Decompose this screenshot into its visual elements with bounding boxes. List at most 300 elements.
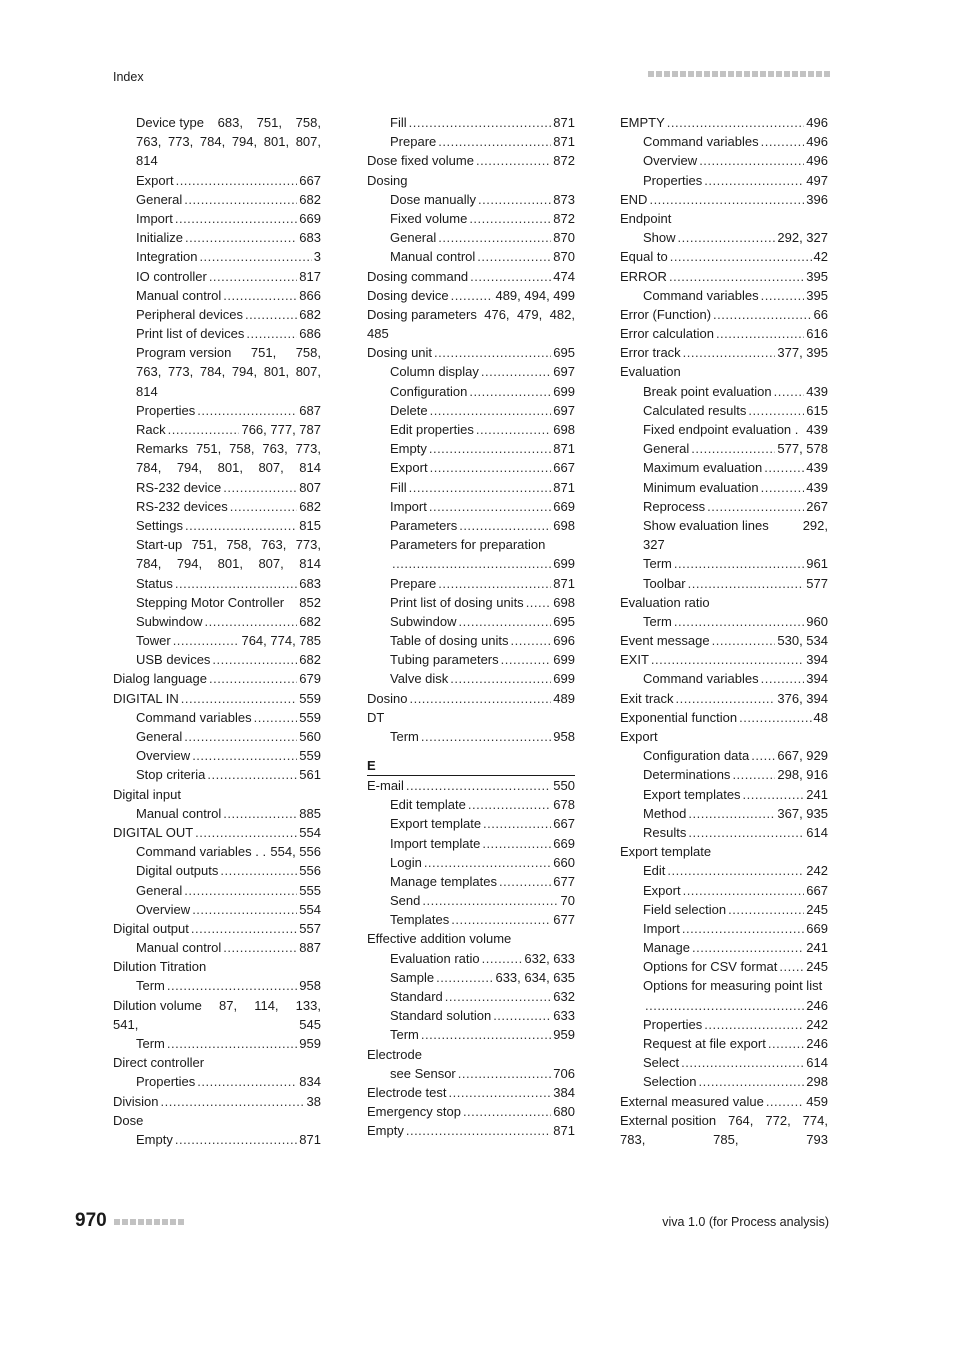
dot-leader <box>481 362 551 381</box>
index-entry-line <box>113 343 321 362</box>
index-entry <box>620 554 828 573</box>
index-entry <box>367 1102 575 1121</box>
index-entry-label: General <box>136 729 183 744</box>
index-page-ref: 679 <box>299 671 321 687</box>
index-page-ref: 698 <box>553 422 575 437</box>
index-page-ref: 554, 556 <box>270 844 321 860</box>
dot-leader <box>667 861 804 880</box>
index-entry <box>113 247 321 266</box>
dot-leader <box>199 247 311 266</box>
index-entry-word: 751, <box>191 537 217 553</box>
index-heading <box>620 209 828 228</box>
index-entry-word: 783, <box>620 1131 646 1147</box>
index-page-ref: 241 <box>806 786 828 802</box>
index-entry-word: 793 <box>806 1131 828 1147</box>
index-entry-label: Exit track <box>620 690 674 706</box>
index-entry-word: 763, <box>136 364 162 380</box>
index-page-ref: 871 <box>553 441 575 457</box>
index-entry-label: Table of dosing units <box>390 633 509 649</box>
index-entry-label: Prepare <box>390 575 437 591</box>
dot-leader <box>173 631 240 650</box>
index-heading <box>620 842 828 861</box>
index-entry <box>620 689 828 708</box>
index-page-ref: 695 <box>553 345 575 361</box>
index-entry-label: Empty <box>390 441 427 457</box>
index-page-ref: 764, 774, 785 <box>241 633 321 649</box>
index-page-ref: 697 <box>553 364 575 380</box>
index-entry <box>620 113 828 132</box>
index-entry-label: IO controller <box>136 268 207 284</box>
index-entry <box>367 776 575 795</box>
dot-leader <box>438 228 551 247</box>
index-entry <box>620 612 828 631</box>
dot-leader <box>728 900 804 919</box>
index-page-ref: 706 <box>553 1065 575 1081</box>
index-entry <box>113 324 321 343</box>
index-entry-word: 774, <box>802 1112 828 1128</box>
dot-leader <box>421 1025 551 1044</box>
index-entry <box>367 439 575 458</box>
index-page-ref: 667 <box>806 882 828 898</box>
index-entry <box>620 785 828 804</box>
dot-leader <box>409 478 552 497</box>
index-page-ref: 667, 929 <box>777 748 828 764</box>
index-entry <box>367 689 575 708</box>
index-entry <box>367 968 575 987</box>
index-entry-label: Division <box>113 1093 159 1109</box>
index-entry-label: Effective addition volume <box>367 931 512 947</box>
index-entry-line <box>113 535 321 554</box>
decor-square <box>648 71 654 77</box>
index-entry-label: Error track <box>620 345 681 361</box>
index-entry <box>620 631 828 650</box>
dot-leader <box>205 612 298 631</box>
index-page-ref: 496 <box>806 134 828 150</box>
index-entry-label: Break point evaluation <box>643 383 772 399</box>
dot-leader <box>421 727 551 746</box>
index-entry <box>620 190 828 209</box>
dot-leader <box>499 872 551 891</box>
dot-leader <box>674 612 804 631</box>
index-entry-label: Dose <box>113 1112 144 1128</box>
index-entry-label: Term <box>643 556 672 572</box>
index-entry-label: General <box>136 882 183 898</box>
decor-square <box>728 71 734 77</box>
dot-leader <box>482 834 551 853</box>
index-page-ref: 677 <box>553 912 575 928</box>
index-page-ref: 559 <box>299 748 321 764</box>
index-page-ref: 245 <box>806 959 828 975</box>
index-entry-word: 794, <box>176 556 203 572</box>
index-page-ref: 555 <box>299 882 321 898</box>
index-page-ref: 556 <box>299 863 321 879</box>
index-heading <box>620 362 828 381</box>
index-entry <box>620 458 828 477</box>
index-entry-word: 784, <box>136 460 162 476</box>
dot-leader <box>209 669 297 688</box>
dot-leader <box>683 343 776 362</box>
index-entry <box>620 171 828 190</box>
index-page-ref: 632 <box>553 989 575 1005</box>
dot-leader <box>774 382 805 401</box>
index-page-ref: 669 <box>806 920 828 936</box>
dot-leader <box>192 900 297 919</box>
index-entry-word: 814 <box>136 383 158 399</box>
index-entry-label: Command variables . . <box>136 844 267 860</box>
dot-leader <box>223 938 297 957</box>
dot-leader <box>681 1053 804 1072</box>
index-entry-label: Empty <box>136 1131 173 1147</box>
index-heading <box>113 1111 321 1130</box>
index-entry-word: 794, <box>231 364 258 380</box>
index-page-ref: 367, 935 <box>777 805 828 821</box>
decor-square <box>784 71 790 77</box>
index-entry-label: Templates <box>390 912 450 928</box>
index-entry-label: Manual control <box>136 805 222 821</box>
dot-leader <box>761 669 805 688</box>
index-page-ref: 559 <box>299 690 321 706</box>
index-entry-line <box>113 1015 321 1034</box>
decor-square <box>808 71 814 77</box>
index-page-ref: 870 <box>553 249 575 265</box>
index-entry-label: Export <box>390 460 428 476</box>
index-entry <box>367 1006 575 1025</box>
index-entry-word: 485 <box>367 326 389 342</box>
dot-leader <box>669 267 804 286</box>
dot-leader <box>168 420 240 439</box>
index-entry <box>367 286 575 305</box>
decor-square <box>752 71 758 77</box>
index-entry-label: EXIT <box>620 652 649 668</box>
index-entry-word: 758, <box>226 537 252 553</box>
index-entry-label: RS-232 devices <box>136 498 228 514</box>
index-page-ref: 682 <box>299 306 321 322</box>
index-page-ref: 557 <box>299 920 321 936</box>
index-entry-label: Method <box>643 805 687 821</box>
index-entry <box>620 1092 828 1111</box>
index-page-ref: 614 <box>806 1055 828 1071</box>
index-page-ref: 242 <box>806 863 828 879</box>
dot-leader <box>207 765 297 784</box>
dot-leader <box>761 478 805 497</box>
dot-leader <box>246 324 297 343</box>
index-page-ref: 395 <box>806 287 828 303</box>
index-column-3 <box>620 113 828 1149</box>
index-entry <box>620 746 828 765</box>
decor-square <box>672 71 678 77</box>
dot-leader <box>209 267 297 286</box>
index-page-ref: 577, 578 <box>777 441 828 457</box>
dot-leader <box>409 689 551 708</box>
index-entry-label: Error (Function) <box>620 306 712 322</box>
index-page-ref: 766, 777, 787 <box>241 422 321 437</box>
index-entry-label: Sample <box>390 969 435 985</box>
index-entry-label: Stop criteria <box>136 767 206 783</box>
index-page-ref: 680 <box>553 1104 575 1120</box>
index-heading <box>620 976 828 995</box>
index-entry <box>367 497 575 516</box>
dot-leader <box>712 631 776 650</box>
index-entry <box>367 247 575 266</box>
decor-square <box>768 71 774 77</box>
index-entry-word: External position <box>620 1112 717 1128</box>
index-entry-label: Term <box>390 729 419 744</box>
index-page-ref: 669 <box>299 210 321 226</box>
index-entry-word: 773, <box>167 134 194 150</box>
index-entry <box>113 171 321 190</box>
index-heading <box>620 727 828 746</box>
dot-leader <box>468 795 551 814</box>
index-page-ref: 298 <box>806 1074 828 1090</box>
dot-leader <box>161 1092 305 1111</box>
decor-square <box>712 71 718 77</box>
index-entry <box>367 834 575 853</box>
dot-leader <box>223 804 297 823</box>
index-page-ref: 959 <box>553 1027 575 1043</box>
index-entry <box>113 861 321 880</box>
index-entry-label: Overview <box>643 153 698 169</box>
dot-leader <box>230 497 298 516</box>
dot-leader <box>470 267 551 286</box>
index-page-ref: 439 <box>806 383 828 399</box>
dot-leader <box>476 420 551 439</box>
dot-leader <box>430 401 552 420</box>
decor-square <box>800 71 806 77</box>
index-entry <box>620 401 828 420</box>
index-entry <box>367 1083 575 1102</box>
index-entry <box>620 765 828 784</box>
dot-leader <box>197 401 297 420</box>
index-entry-label: Dosino <box>367 690 408 706</box>
index-entry-word: 814 <box>299 556 321 572</box>
index-page-ref: 687 <box>299 402 321 418</box>
dot-leader <box>254 708 298 727</box>
index-page-ref: 866 <box>299 287 321 303</box>
index-page-ref: 697 <box>553 402 575 418</box>
index-entry-word: 751, <box>250 345 277 361</box>
index-entry-label: Field selection <box>643 901 727 917</box>
index-entry <box>367 267 575 286</box>
index-entry-label: DT <box>367 709 385 725</box>
index-page-ref: 871 <box>553 115 575 130</box>
index-entry-label: Determinations <box>643 767 731 783</box>
index-entry-word: 807, <box>295 364 321 380</box>
index-entry-label: Import template <box>390 835 481 851</box>
decor-square <box>138 1219 144 1225</box>
index-entry-label: Edit properties <box>390 422 474 437</box>
dot-leader <box>450 669 551 688</box>
index-entry <box>113 650 321 669</box>
index-heading <box>113 785 321 804</box>
index-entry <box>113 267 321 286</box>
index-page-ref: 246 <box>806 1036 828 1051</box>
index-entry-label: Dosing <box>367 172 408 188</box>
index-entry-label: Properties <box>643 172 703 188</box>
index-entry-word: 801, <box>217 460 243 476</box>
index-entry-label: Standard solution <box>390 1008 492 1024</box>
index-entry-label: Options for measuring point list <box>643 978 823 994</box>
dot-leader <box>220 861 297 880</box>
index-entry-word: 785, <box>713 1131 739 1147</box>
index-entry-label: Dosing unit <box>367 345 433 361</box>
index-entry <box>620 804 828 823</box>
index-entry <box>367 554 575 573</box>
index-entry <box>113 900 321 919</box>
index-entry-word: 751, <box>256 115 282 130</box>
index-entry-label: Event message <box>620 633 710 649</box>
index-entry-word: 541, <box>113 1016 139 1032</box>
index-page-ref: 489, 494, 499 <box>495 287 575 303</box>
dot-leader <box>212 650 297 669</box>
dot-leader <box>764 458 804 477</box>
index-entry <box>367 382 575 401</box>
index-entry <box>620 881 828 900</box>
index-entry-line <box>620 1111 828 1130</box>
index-entry-label: Reprocess <box>643 498 706 514</box>
index-page-ref: 871 <box>553 575 575 591</box>
index-entry-word: 133, <box>295 997 321 1013</box>
index-entry <box>367 910 575 929</box>
index-page-ref: 554 <box>299 901 321 917</box>
index-entry-label: General <box>136 191 183 207</box>
index-entry <box>367 209 575 228</box>
index-entry-word: 751, <box>195 441 222 457</box>
index-entry <box>113 708 321 727</box>
index-entry-word: 773, <box>295 537 321 553</box>
index-entry-word: Start-up <box>136 537 183 553</box>
index-entry <box>367 1064 575 1083</box>
dot-leader <box>176 171 298 190</box>
index-entry-word: Dilution volume <box>113 997 202 1013</box>
index-page-ref: 632, 633 <box>524 950 575 966</box>
index-page-ref: 807 <box>299 479 321 495</box>
index-entry-word: 814 <box>136 153 158 169</box>
product-name: viva 1.0 (for Process analysis) <box>662 1215 829 1229</box>
index-page-ref: 678 <box>553 797 575 813</box>
index-entry-label: Prepare <box>390 134 437 150</box>
index-page-ref: 554 <box>299 824 321 840</box>
index-entry <box>113 727 321 746</box>
dot-leader <box>185 516 297 535</box>
dot-leader <box>406 776 551 795</box>
index-page-ref: 677 <box>553 873 575 889</box>
index-entry <box>620 228 828 247</box>
index-entry <box>113 574 321 593</box>
decor-square <box>122 1219 128 1225</box>
index-entry <box>620 439 828 458</box>
index-entry-label: RS-232 device <box>136 479 222 495</box>
index-page-ref: 245 <box>806 901 828 917</box>
index-entry <box>113 1130 321 1149</box>
index-entry-line <box>113 382 321 401</box>
index-entry-label: Manage <box>643 940 690 956</box>
index-entry-word: Dosing parameters <box>367 306 477 322</box>
index-page-ref: 871 <box>299 1131 321 1147</box>
dot-leader <box>175 1130 297 1149</box>
dot-leader <box>682 919 804 938</box>
index-entry <box>113 669 321 688</box>
index-entry-label: Import <box>643 920 680 936</box>
index-entry <box>113 823 321 842</box>
index-page-ref: 667 <box>299 172 321 188</box>
index-page-ref: 242 <box>806 1016 828 1032</box>
index-entry-word: 772, <box>765 1112 791 1128</box>
index-entry <box>620 708 828 727</box>
dot-leader <box>478 190 551 209</box>
index-entry-line <box>113 593 321 612</box>
index-entry <box>113 612 321 631</box>
index-entry-word: 114, <box>254 997 279 1013</box>
index-page-ref: 682 <box>299 498 321 514</box>
index-entry-label: Import <box>136 210 173 226</box>
dot-leader <box>743 785 805 804</box>
index-entry <box>620 382 828 401</box>
index-entry-label: DIGITAL OUT <box>113 824 194 840</box>
dot-leader <box>223 286 297 305</box>
index-entry-line <box>113 151 321 170</box>
index-entry-word: Remarks <box>136 441 189 457</box>
index-entry <box>620 478 828 497</box>
index-entry <box>113 689 321 708</box>
index-entry-label: Integration <box>136 249 198 265</box>
index-page-ref: 439 <box>806 422 828 437</box>
index-page-ref: 870 <box>553 230 575 246</box>
dot-leader <box>184 190 297 209</box>
index-entry-label: Options for CSV format <box>643 959 778 975</box>
index-entry-word: 763, <box>136 134 162 150</box>
index-page-ref: 396 <box>806 191 828 207</box>
index-entry <box>113 881 321 900</box>
index-heading <box>113 957 321 976</box>
dot-leader <box>704 1015 804 1034</box>
index-entry-label: Edit template <box>390 797 466 813</box>
index-entry-label: Calculated results <box>643 402 747 418</box>
dot-leader <box>688 823 804 842</box>
index-heading <box>367 171 575 190</box>
index-entry <box>620 669 828 688</box>
index-entry-label: Parameters for preparation <box>390 537 546 553</box>
dot-leader <box>483 814 551 833</box>
index-entry <box>113 516 321 535</box>
index-entry-label: Manual control <box>136 287 222 303</box>
index-entry <box>620 919 828 938</box>
dot-leader <box>526 593 552 612</box>
index-page-ref: 961 <box>806 556 828 572</box>
dot-leader <box>699 151 804 170</box>
index-entry-label: Login <box>390 854 422 870</box>
index-entry-word: 807, <box>258 556 284 572</box>
index-entry-label: Command variables <box>643 671 759 687</box>
dot-leader <box>469 209 551 228</box>
index-entry <box>620 900 828 919</box>
index-entry-word: 758, <box>229 441 255 457</box>
index-page-ref: 559 <box>299 709 321 725</box>
index-entry <box>620 420 828 439</box>
index-entry-label: Export <box>620 729 658 744</box>
index-entry <box>620 247 828 266</box>
index-entry-word: 852 <box>299 594 321 610</box>
index-page-ref: 699 <box>553 556 575 572</box>
index-page-ref: 298, 916 <box>777 767 828 783</box>
index-entry <box>620 324 828 343</box>
index-page-ref: 633, 634, 635 <box>495 969 575 985</box>
index-entry-label: Properties <box>136 402 196 418</box>
index-page-ref: 550 <box>553 777 575 793</box>
index-page-ref: 696 <box>553 633 575 649</box>
index-entry-label: Status <box>136 575 173 591</box>
index-entry-word: 807, <box>295 134 321 150</box>
index-entry-line <box>113 362 321 381</box>
